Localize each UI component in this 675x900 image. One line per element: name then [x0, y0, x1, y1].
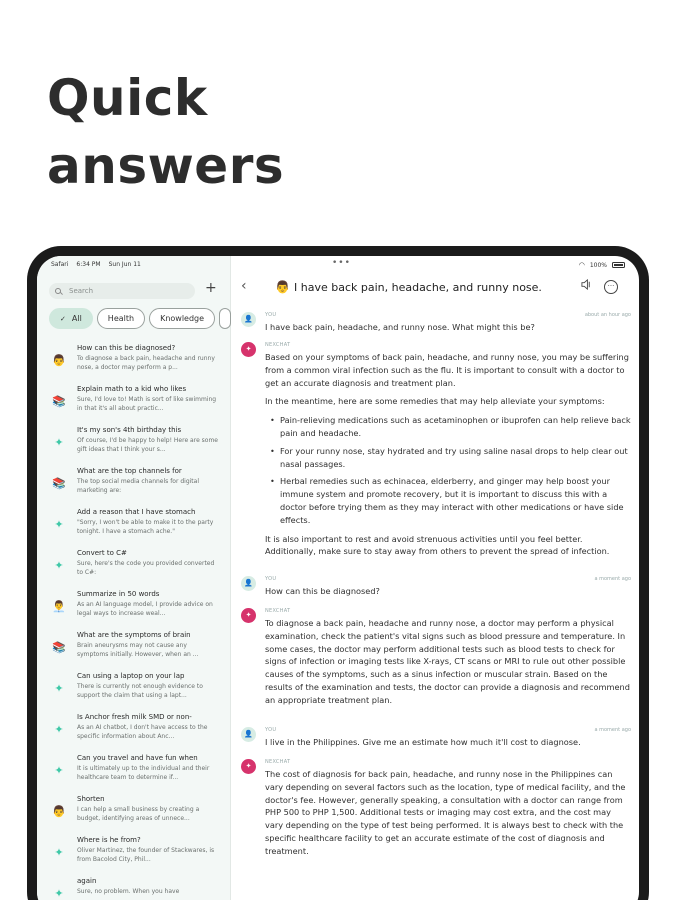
- conversation-preview: As an AI chatbot, I don't have access to the specific information about Anc...: [77, 724, 208, 740]
- message-paragraph: Based on your symptoms of back pain, headache, and runny nose, you may be suffering from a common viral infection such as the flu. It is important to consult with a doctor to get an accurate diagnosis and treatment plan.: [265, 352, 629, 388]
- user-avatar-icon: 👤: [241, 576, 256, 591]
- hero-heading: [47, 64, 284, 200]
- message-paragraph: It is also important to rest and avoid strenuous activities until you feel better. Additionally, make sure to stay away from others to prevent the spread of infection.: [265, 533, 610, 557]
- message-text: How can this be diagnosed?: [265, 586, 380, 596]
- chip-health-label: Health: [107, 314, 135, 323]
- conversation-title: Can you travel and have fun when: [77, 754, 198, 762]
- conversation-preview: To diagnose a back pain, headache and runny nose, a doctor may perform a p...: [77, 355, 215, 371]
- conversation-title: Explain math to a kid who likes: [77, 385, 187, 393]
- conversation-preview: Sure, I'd love to! Math is sort of like swimming in that it's all about practic...: [77, 396, 217, 412]
- message-text: The cost of diagnosis for back pain, headache, and runny nose in the Philippines can vary depending on several factors such as the location, type of medical facility, and the doctor's fee. However, generally speaking, a consultation with a doctor can range from PHP 500 to PHP 1,500. Additional tests or imaging may cost extra, and the cost may vary depending on the type of test being performed. It is always best to check with the specific healthcare facility to get an accurate estimate of the cost of diagnosis and treatment.: [265, 769, 626, 856]
- chip-more[interactable]: [219, 308, 231, 329]
- conversation-item[interactable]: [37, 383, 231, 424]
- list-item: • Herbal remedies such as echinacea, elderberry, and ginger may help boost your immune system and promote recovery, but it is important to discuss this with a doctor before trying them as they may interact with other medications or have side effects.: [265, 475, 631, 526]
- conversation-item[interactable]: [37, 670, 231, 711]
- conversation-list: [37, 342, 231, 900]
- message-text: I have back pain, headache, and runny nose. What might this be?: [265, 322, 535, 332]
- sender-label: NEXCHAT: [265, 342, 291, 348]
- conversation-item[interactable]: [37, 875, 231, 900]
- sender-label: YOU: [265, 576, 277, 582]
- search-icon: [55, 288, 61, 294]
- face-icon: 👨: [52, 805, 66, 818]
- conversation-title: Add a reason that I have stomach: [77, 508, 196, 516]
- conversation-title: What are the top channels for: [77, 467, 182, 475]
- sparkle-icon: ✦: [54, 764, 64, 777]
- chat-panel: [231, 256, 639, 900]
- user-avatar-icon: 👤: [241, 727, 256, 742]
- sender-label: NEXCHAT: [265, 759, 291, 765]
- back-icon[interactable]: ‹: [241, 278, 247, 294]
- conversation-title: What are the symptoms of brain: [77, 631, 191, 639]
- hero-line-2: answers: [47, 137, 285, 195]
- conversation-title: How can this be diagnosed?: [77, 344, 176, 352]
- sender-label: YOU: [265, 727, 277, 733]
- conversation-preview: I can help a small business by creating a budget, identifying areas of unnece...: [77, 806, 200, 822]
- message-time: a moment ago: [594, 576, 631, 582]
- conversation-preview: Of course, I'd be happy to help! Here are some gift ideas that I think your s...: [77, 437, 219, 453]
- sender-label: NEXCHAT: [265, 608, 291, 614]
- message-bot-2: [241, 608, 631, 718]
- conversation-title: It's my son's 4th birthday this: [77, 426, 182, 434]
- list-item: • For your runny nose, stay hydrated and try using saline nasal drops to help clear out nasal passages.: [265, 445, 631, 471]
- message-text: To diagnose a back pain, headache and runny nose, a doctor may perform a physical examination, check the patient's vital signs such as blood pressure and temperature. In some cases, the doctor may perform additional tests such as blood tests to check for signs of infection or imaging tests like X-rays, CT scans or MRI to rule out other possible causes of the symptoms, such as a sinus infection or muscular strain. Based on the results of the examination and tests, the doctor can provide a diagnosis and recommend an appropriate treatment plan.: [265, 618, 630, 705]
- message-text: I live in the Philippines. Give me an estimate how much it'll cost to diagnose.: [265, 737, 581, 747]
- sparkle-icon: ✦: [54, 559, 64, 572]
- sparkle-icon: ✦: [54, 436, 64, 449]
- battery-level: 100%: [589, 261, 607, 269]
- filter-chips: [49, 308, 231, 329]
- conversation-title: Convert to C#: [77, 549, 127, 557]
- conversation-item[interactable]: [37, 834, 231, 875]
- conversation-preview: Sure, no problem. When you have: [77, 888, 180, 895]
- check-icon: ✓: [60, 314, 66, 323]
- conversation-item[interactable]: [37, 711, 231, 752]
- conversation-item[interactable]: [37, 465, 231, 506]
- sparkle-icon: ✦: [54, 518, 64, 531]
- conversation-item[interactable]: [37, 506, 231, 547]
- user-avatar-icon: 👤: [241, 312, 256, 327]
- status-carrier: Safari: [51, 261, 69, 268]
- conversation-item[interactable]: [37, 547, 231, 588]
- status-date: Sun Jun 11: [108, 261, 141, 268]
- bot-avatar-icon: ✦: [241, 608, 256, 623]
- chip-all-label: All: [71, 314, 82, 323]
- chat-title: I have back pain, headache, and runny nose.: [294, 281, 542, 294]
- bot-avatar-icon: ✦: [241, 759, 256, 774]
- conversation-preview: As an AI language model, I provide advice on legal ways to increase weal...: [77, 601, 213, 617]
- sparkle-icon: ✦: [54, 887, 64, 900]
- conversation-title: Can using a laptop on your lap: [77, 672, 185, 680]
- conversation-title: Shorten: [77, 795, 105, 803]
- message-time: about an hour ago: [584, 312, 631, 318]
- message-body: [265, 351, 631, 564]
- bot-avatar-icon: ✦: [241, 342, 256, 357]
- more-options-icon[interactable]: ···: [604, 280, 618, 294]
- conversation-item[interactable]: [37, 342, 231, 383]
- message-bot-1: [241, 342, 631, 564]
- sidebar: [37, 256, 231, 900]
- conversation-preview: "Sorry, I won't be able to make it to the party tonight. I have a stomach ache.": [77, 519, 214, 535]
- tablet-screen: [37, 256, 639, 900]
- conversation-preview: There is currently not enough evidence to support the claim that using a lapt...: [77, 683, 203, 699]
- search-input[interactable]: [49, 283, 195, 299]
- conversation-title: Is Anchor fresh milk SMD or non-: [77, 713, 192, 721]
- hero-line-1: Quick: [47, 69, 208, 127]
- message-time: a moment ago: [594, 727, 631, 733]
- message-user-2: [241, 576, 631, 602]
- conversation-item[interactable]: [37, 424, 231, 465]
- message-paragraph: In the meantime, here are some remedies that may help alleviate your symptoms:: [265, 396, 605, 407]
- conversation-title: Where is he from?: [77, 836, 141, 844]
- status-time: 6:34 PM: [76, 261, 101, 268]
- conversation-title: Summarize in 50 words: [77, 590, 160, 598]
- chip-knowledge[interactable]: [149, 308, 215, 329]
- conversation-preview: The top social media channels for digital marketing are:: [77, 478, 199, 494]
- face-icon: 👨: [52, 354, 66, 367]
- conversation-title: again: [77, 877, 97, 885]
- message-user-1: [241, 312, 631, 338]
- chip-all[interactable]: [49, 308, 93, 329]
- sparkle-icon: ✦: [54, 846, 64, 859]
- chip-knowledge-label: Knowledge: [160, 314, 205, 323]
- search-placeholder: Search: [69, 287, 94, 295]
- wifi-icon: ◠: [578, 261, 585, 269]
- face-icon: 👨‍💼: [52, 600, 66, 613]
- sparkle-icon: ✦: [54, 682, 64, 695]
- speaker-icon[interactable]: [581, 279, 592, 293]
- sender-label: YOU: [265, 312, 277, 318]
- book-icon: 📚: [52, 477, 66, 490]
- remedy-list: [265, 414, 631, 526]
- message-bot-3: [241, 759, 631, 869]
- list-item: • Pain-relieving medications such as acetaminophen or ibuprofen can help relieve back pain and headache.: [265, 414, 631, 440]
- conversation-item[interactable]: [37, 629, 231, 670]
- conversation-avatar: 👨: [275, 280, 290, 294]
- conversation-preview: Brain aneurysms may not cause any symptoms initially. However, when an ...: [77, 642, 199, 658]
- conversation-item[interactable]: [37, 793, 231, 834]
- sparkle-icon: ✦: [54, 723, 64, 736]
- conversation-item[interactable]: [37, 588, 231, 629]
- chat-header: [231, 274, 639, 302]
- conversation-preview: It is ultimately up to the individual and their healthcare team to determine if...: [77, 765, 210, 781]
- new-chat-button[interactable]: +: [205, 280, 217, 296]
- multitask-dots[interactable]: •••: [332, 258, 351, 268]
- conversation-preview: Sure, here's the code you provided converted to C#:: [77, 560, 215, 576]
- book-icon: 📚: [52, 641, 66, 654]
- conversation-item[interactable]: [37, 752, 231, 793]
- book-icon: 📚: [52, 395, 66, 408]
- chip-health[interactable]: [97, 308, 145, 329]
- conversation-preview: Oliver Martinez, the founder of Stackwares, is from Bacolod City, Phil...: [77, 847, 215, 863]
- message-user-3: [241, 727, 631, 753]
